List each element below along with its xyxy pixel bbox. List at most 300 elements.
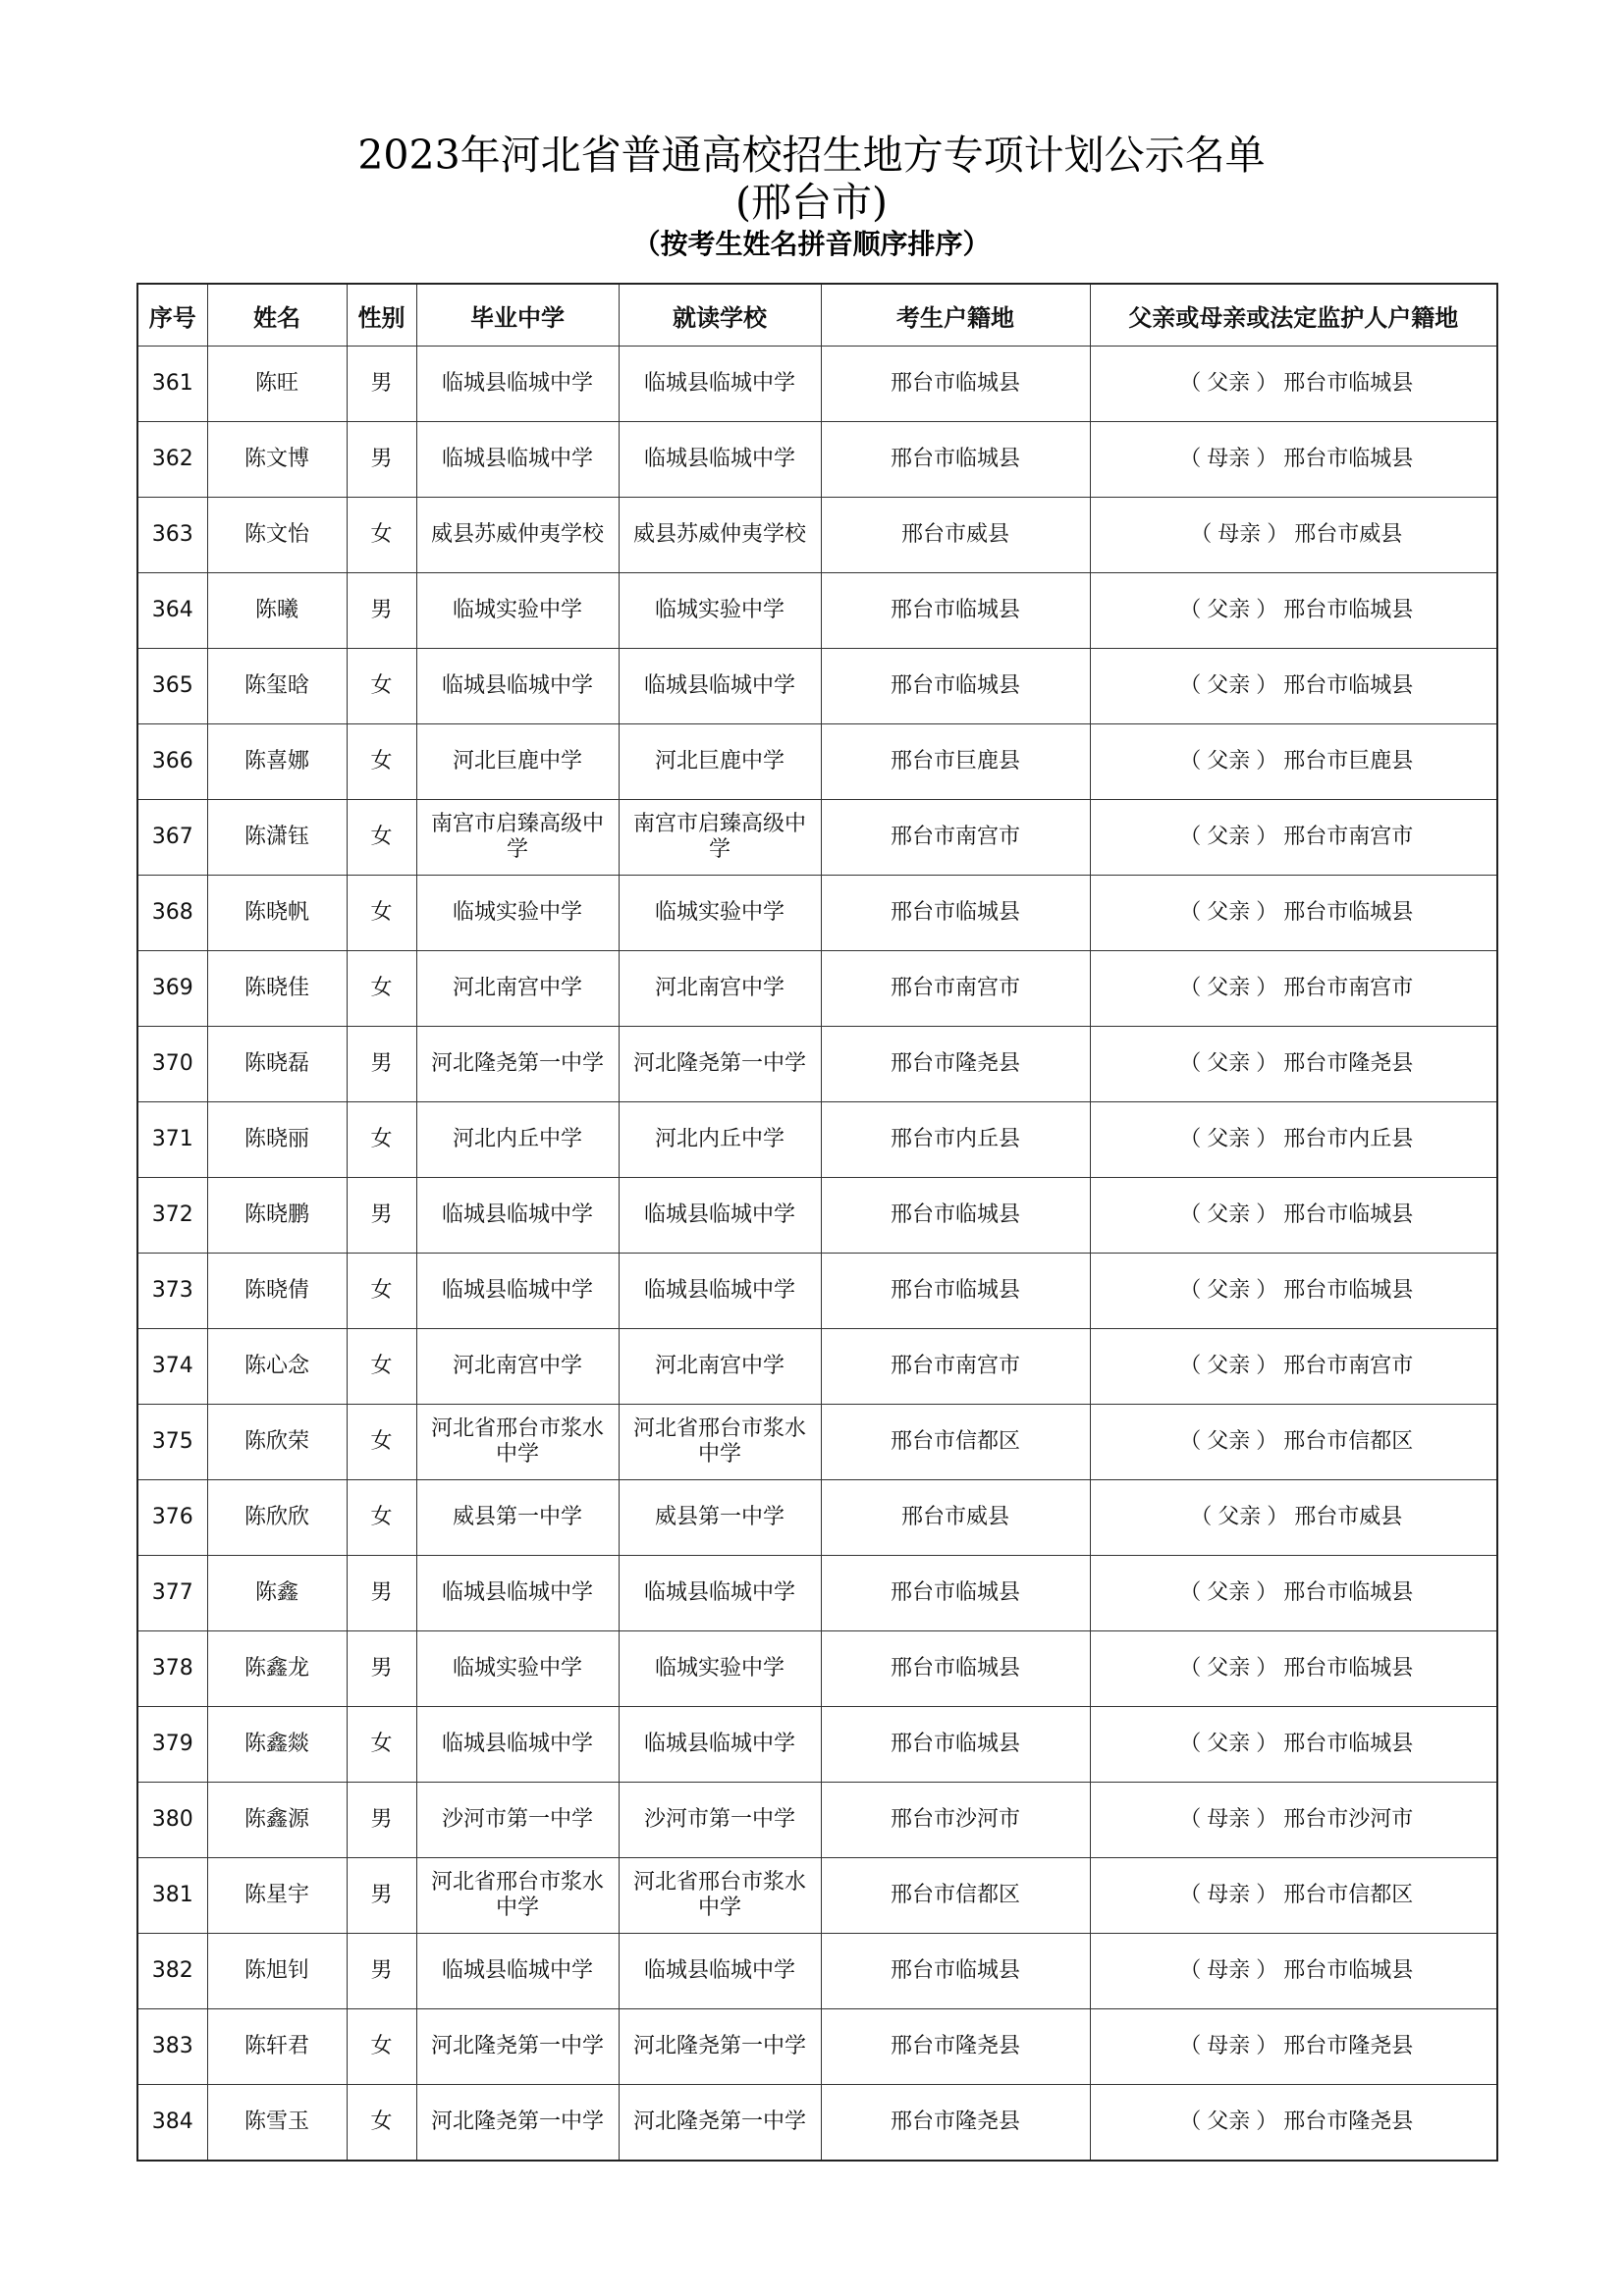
student-name-cell: 陈文怡	[207, 498, 347, 573]
current-school-cell: 河北巨鹿中学	[619, 724, 821, 800]
gender-cell: 男	[347, 1783, 416, 1858]
guardian-hukou-place: 邢台市威县	[1294, 522, 1403, 547]
paren-close: ）	[1256, 2034, 1278, 2058]
current-school-cell: 临城实验中学	[619, 1631, 821, 1707]
paren-close: ）	[1256, 371, 1278, 396]
guardian-hukou-place: 邢台市临城县	[1283, 1580, 1414, 1605]
current-school-cell: 河北南宫中学	[619, 951, 821, 1027]
gender-cell: 男	[347, 1027, 416, 1102]
guardian-hukou-cell	[1090, 1102, 1497, 1178]
guardian-relation: 父亲	[1207, 749, 1251, 774]
guardian-hukou-place: 邢台市临城县	[1283, 371, 1414, 396]
student-name-cell: 陈晓帆	[207, 876, 347, 951]
student-name-cell: 陈晓倩	[207, 1254, 347, 1329]
gender-cell: 男	[347, 1178, 416, 1254]
guardian-hukou-cell	[1090, 2009, 1497, 2085]
gender-cell: 男	[347, 573, 416, 649]
table-row	[137, 1480, 1497, 1556]
student-name-cell: 陈晓磊	[207, 1027, 347, 1102]
graduation-school-cell: 临城县临城中学	[416, 1254, 619, 1329]
current-school-cell: 南宫市启臻高级中学	[619, 800, 821, 876]
graduation-school-cell: 临城县临城中学	[416, 347, 619, 422]
guardian-relation: 父亲	[1207, 673, 1251, 698]
table-row	[137, 1934, 1497, 2009]
paren-close: ）	[1267, 1505, 1289, 1529]
current-school-cell: 河北隆尧第一中学	[619, 2009, 821, 2085]
guardian-hukou-cell	[1090, 1556, 1497, 1631]
student-name-cell: 陈星宇	[207, 1858, 347, 1934]
guardian-hukou-cell	[1090, 1254, 1497, 1329]
student-name-cell: 陈旺	[207, 347, 347, 422]
serial-cell: 373	[137, 1254, 207, 1329]
student-hukou-cell: 邢台市隆尧县	[821, 2009, 1090, 2085]
paren-open: （	[1179, 1958, 1202, 1983]
student-name-cell: 陈欣欣	[207, 1480, 347, 1556]
guardian-relation: 父亲	[1207, 1580, 1251, 1605]
student-name-cell: 陈玺晗	[207, 649, 347, 724]
table-row	[137, 876, 1497, 951]
student-name-cell: 陈晓丽	[207, 1102, 347, 1178]
paren-open: （	[1179, 1807, 1202, 1832]
paren-close: ）	[1256, 1656, 1278, 1681]
table-row	[137, 724, 1497, 800]
student-hukou-cell: 邢台市威县	[821, 498, 1090, 573]
guardian-hukou-cell	[1090, 422, 1497, 498]
table-row	[137, 1783, 1497, 1858]
student-hukou-cell: 邢台市威县	[821, 1480, 1090, 1556]
student-hukou-cell: 邢台市临城县	[821, 1934, 1090, 2009]
table-row	[137, 1631, 1497, 1707]
guardian-relation: 母亲	[1207, 2034, 1251, 2058]
guardian-hukou-place: 邢台市南宫市	[1283, 1354, 1414, 1378]
graduation-school-cell: 河北南宫中学	[416, 951, 619, 1027]
paren-open: （	[1179, 2109, 1202, 2134]
serial-cell: 370	[137, 1027, 207, 1102]
table-row	[137, 1556, 1497, 1631]
guardian-hukou-cell	[1090, 498, 1497, 573]
table-body	[137, 347, 1497, 2162]
paren-open: （	[1179, 1883, 1202, 1907]
guardian-hukou-place: 邢台市隆尧县	[1283, 2109, 1414, 2134]
paren-open: （	[1179, 1429, 1202, 1454]
paren-open: （	[1179, 1580, 1202, 1605]
student-hukou-cell: 邢台市信都区	[821, 1405, 1090, 1480]
gender-cell: 男	[347, 1556, 416, 1631]
paren-open: （	[1179, 371, 1202, 396]
paren-open: （	[1179, 1278, 1202, 1303]
student-hukou-cell: 邢台市临城县	[821, 347, 1090, 422]
guardian-hukou-place: 邢台市临城县	[1283, 447, 1414, 471]
student-hukou-cell: 邢台市临城县	[821, 1556, 1090, 1631]
student-name-cell: 陈鑫	[207, 1556, 347, 1631]
guardian-relation: 父亲	[1207, 1732, 1251, 1756]
paren-close: ）	[1256, 1807, 1278, 1832]
gender-cell: 女	[347, 724, 416, 800]
current-school-cell: 威县第一中学	[619, 1480, 821, 1556]
graduation-school-cell: 威县第一中学	[416, 1480, 619, 1556]
col-header-current-school: 就读学校	[619, 284, 821, 347]
current-school-cell: 临城实验中学	[619, 876, 821, 951]
paren-close: ）	[1256, 1429, 1278, 1454]
paren-open: （	[1179, 825, 1202, 849]
paren-open: （	[1179, 673, 1202, 698]
student-name-cell: 陈鑫源	[207, 1783, 347, 1858]
guardian-hukou-cell	[1090, 1480, 1497, 1556]
paren-open: （	[1179, 1202, 1202, 1227]
graduation-school-cell: 临城县临城中学	[416, 1934, 619, 2009]
paren-open: （	[1179, 598, 1202, 622]
guardian-hukou-cell	[1090, 1178, 1497, 1254]
guardian-hukou-place: 邢台市巨鹿县	[1283, 749, 1414, 774]
paren-close: ）	[1256, 673, 1278, 698]
student-hukou-cell: 邢台市临城县	[821, 1254, 1090, 1329]
graduation-school-cell: 河北隆尧第一中学	[416, 1027, 619, 1102]
current-school-cell: 威县苏威仲夷学校	[619, 498, 821, 573]
serial-cell: 374	[137, 1329, 207, 1405]
guardian-hukou-place: 邢台市内丘县	[1283, 1127, 1414, 1151]
guardian-hukou-place: 邢台市临城县	[1283, 1958, 1414, 1983]
graduation-school-cell: 南宫市启臻高级中学	[416, 800, 619, 876]
guardian-hukou-cell	[1090, 1405, 1497, 1480]
guardian-hukou-cell	[1090, 573, 1497, 649]
gender-cell: 女	[347, 1254, 416, 1329]
current-school-cell: 河北南宫中学	[619, 1329, 821, 1405]
table-row	[137, 1027, 1497, 1102]
gender-cell: 男	[347, 1631, 416, 1707]
student-hukou-cell: 邢台市临城县	[821, 1707, 1090, 1783]
paren-close: ）	[1256, 1354, 1278, 1378]
col-header-graduation-school: 毕业中学	[416, 284, 619, 347]
student-name-cell: 陈晓鹏	[207, 1178, 347, 1254]
guardian-relation: 父亲	[1207, 1278, 1251, 1303]
guardian-hukou-cell	[1090, 1329, 1497, 1405]
student-name-cell: 陈旭钊	[207, 1934, 347, 2009]
gender-cell: 女	[347, 1329, 416, 1405]
guardian-relation: 母亲	[1207, 1883, 1251, 1907]
page-title: 2023年河北省普通高校招生地方专项计划公示名单	[357, 132, 1266, 179]
sort-note: （按考生姓名拼音顺序排序）	[632, 228, 991, 260]
guardian-hukou-place: 邢台市临城县	[1283, 1202, 1414, 1227]
serial-cell: 377	[137, 1556, 207, 1631]
table-row	[137, 1329, 1497, 1405]
graduation-school-cell: 临城实验中学	[416, 573, 619, 649]
graduation-school-cell: 威县苏威仲夷学校	[416, 498, 619, 573]
student-hukou-cell: 邢台市隆尧县	[821, 2085, 1090, 2162]
gender-cell: 男	[347, 347, 416, 422]
guardian-relation: 父亲	[1207, 1354, 1251, 1378]
paren-close: ）	[1256, 900, 1278, 925]
serial-cell: 368	[137, 876, 207, 951]
guardian-hukou-cell	[1090, 1631, 1497, 1707]
serial-cell: 376	[137, 1480, 207, 1556]
gender-cell: 女	[347, 649, 416, 724]
graduation-school-cell: 河北南宫中学	[416, 1329, 619, 1405]
table-row	[137, 1254, 1497, 1329]
table-row	[137, 1178, 1497, 1254]
paren-close: ）	[1256, 1580, 1278, 1605]
gender-cell: 女	[347, 2009, 416, 2085]
graduation-school-cell: 临城县临城中学	[416, 1178, 619, 1254]
graduation-school-cell: 临城实验中学	[416, 876, 619, 951]
guardian-hukou-cell	[1090, 724, 1497, 800]
graduation-school-cell: 临城县临城中学	[416, 1707, 619, 1783]
paren-open: （	[1179, 1051, 1202, 1076]
guardian-relation: 父亲	[1207, 1202, 1251, 1227]
guardian-hukou-place: 邢台市临城县	[1283, 673, 1414, 698]
guardian-relation: 父亲	[1207, 1656, 1251, 1681]
current-school-cell: 临城县临城中学	[619, 1254, 821, 1329]
table-row	[137, 498, 1497, 573]
guardian-relation: 母亲	[1207, 1958, 1251, 1983]
paren-open: （	[1179, 447, 1202, 471]
guardian-hukou-place: 邢台市临城县	[1283, 598, 1414, 622]
table-row	[137, 2085, 1497, 2162]
graduation-school-cell: 河北内丘中学	[416, 1102, 619, 1178]
serial-cell: 367	[137, 800, 207, 876]
paren-close: ）	[1256, 1883, 1278, 1907]
student-hukou-cell: 邢台市临城县	[821, 1631, 1090, 1707]
current-school-cell: 临城县临城中学	[619, 649, 821, 724]
student-name-cell: 陈曦	[207, 573, 347, 649]
guardian-hukou-cell	[1090, 800, 1497, 876]
student-hukou-cell: 邢台市临城县	[821, 422, 1090, 498]
col-header-student-hukou: 考生户籍地	[821, 284, 1090, 347]
student-name-cell: 陈欣荣	[207, 1405, 347, 1480]
region-subtitle: (邢台市)	[735, 179, 888, 226]
student-hukou-cell: 邢台市临城县	[821, 573, 1090, 649]
graduation-school-cell: 沙河市第一中学	[416, 1783, 619, 1858]
student-hukou-cell: 邢台市内丘县	[821, 1102, 1090, 1178]
guardian-hukou-cell	[1090, 347, 1497, 422]
current-school-cell: 河北省邢台市浆水中学	[619, 1405, 821, 1480]
paren-close: ）	[1256, 598, 1278, 622]
gender-cell: 女	[347, 1102, 416, 1178]
guardian-relation: 父亲	[1217, 1505, 1262, 1529]
guardian-relation: 父亲	[1207, 825, 1251, 849]
guardian-hukou-cell	[1090, 649, 1497, 724]
student-name-cell: 陈鑫燚	[207, 1707, 347, 1783]
table-row	[137, 1858, 1497, 1934]
current-school-cell: 河北省邢台市浆水中学	[619, 1858, 821, 1934]
serial-cell: 361	[137, 347, 207, 422]
table-row	[137, 1405, 1497, 1480]
serial-cell: 363	[137, 498, 207, 573]
guardian-hukou-place: 邢台市威县	[1294, 1505, 1403, 1529]
student-hukou-cell: 邢台市信都区	[821, 1858, 1090, 1934]
guardian-hukou-cell	[1090, 2085, 1497, 2162]
gender-cell: 女	[347, 876, 416, 951]
graduation-school-cell: 临城县临城中学	[416, 422, 619, 498]
paren-open: （	[1179, 1732, 1202, 1756]
student-name-cell: 陈轩君	[207, 2009, 347, 2085]
guardian-relation: 父亲	[1207, 1127, 1251, 1151]
student-hukou-cell: 邢台市沙河市	[821, 1783, 1090, 1858]
current-school-cell: 临城县临城中学	[619, 1178, 821, 1254]
guardian-hukou-place: 邢台市隆尧县	[1283, 1051, 1414, 1076]
student-name-cell: 陈晓佳	[207, 951, 347, 1027]
current-school-cell: 河北隆尧第一中学	[619, 2085, 821, 2162]
guardian-hukou-place: 邢台市南宫市	[1283, 976, 1414, 1000]
paren-open: （	[1190, 522, 1213, 547]
serial-cell: 383	[137, 2009, 207, 2085]
student-hukou-cell: 邢台市南宫市	[821, 1329, 1090, 1405]
student-hukou-cell: 邢台市临城县	[821, 876, 1090, 951]
paren-close: ）	[1256, 1732, 1278, 1756]
guardian-relation: 父亲	[1207, 1429, 1251, 1454]
serial-cell: 384	[137, 2085, 207, 2162]
current-school-cell: 沙河市第一中学	[619, 1783, 821, 1858]
guardian-hukou-cell	[1090, 1027, 1497, 1102]
paren-open: （	[1179, 2034, 1202, 2058]
guardian-relation: 母亲	[1207, 1807, 1251, 1832]
current-school-cell: 临城县临城中学	[619, 422, 821, 498]
gender-cell: 女	[347, 1480, 416, 1556]
guardian-hukou-cell	[1090, 1707, 1497, 1783]
table-row	[137, 422, 1497, 498]
serial-cell: 379	[137, 1707, 207, 1783]
table-row	[137, 2009, 1497, 2085]
serial-cell: 372	[137, 1178, 207, 1254]
table-row	[137, 347, 1497, 422]
serial-cell: 364	[137, 573, 207, 649]
student-hukou-cell: 邢台市隆尧县	[821, 1027, 1090, 1102]
gender-cell: 男	[347, 1934, 416, 2009]
serial-cell: 362	[137, 422, 207, 498]
gender-cell: 女	[347, 1405, 416, 1480]
guardian-relation: 父亲	[1207, 598, 1251, 622]
guardian-hukou-place: 邢台市信都区	[1283, 1429, 1414, 1454]
guardian-hukou-cell	[1090, 1934, 1497, 2009]
table-header-row	[137, 284, 1497, 347]
col-header-guardian-hukou: 父亲或母亲或法定监护人户籍地	[1090, 284, 1497, 347]
table-row	[137, 1707, 1497, 1783]
guardian-hukou-place: 邢台市沙河市	[1283, 1807, 1414, 1832]
student-hukou-cell: 邢台市南宫市	[821, 800, 1090, 876]
gender-cell: 女	[347, 1707, 416, 1783]
guardian-hukou-cell	[1090, 951, 1497, 1027]
guardian-hukou-cell	[1090, 1858, 1497, 1934]
guardian-relation: 父亲	[1207, 2109, 1251, 2134]
guardian-hukou-cell	[1090, 1783, 1497, 1858]
serial-cell: 381	[137, 1858, 207, 1934]
serial-cell: 375	[137, 1405, 207, 1480]
student-hukou-cell: 邢台市巨鹿县	[821, 724, 1090, 800]
current-school-cell: 临城实验中学	[619, 573, 821, 649]
paren-open: （	[1179, 1354, 1202, 1378]
paren-close: ）	[1267, 522, 1289, 547]
table-row	[137, 573, 1497, 649]
paren-open: （	[1179, 900, 1202, 925]
guardian-hukou-cell	[1090, 876, 1497, 951]
current-school-cell: 河北内丘中学	[619, 1102, 821, 1178]
gender-cell: 女	[347, 498, 416, 573]
paren-open: （	[1190, 1505, 1213, 1529]
guardian-relation: 母亲	[1217, 522, 1262, 547]
guardian-hukou-place: 邢台市隆尧县	[1283, 2034, 1414, 2058]
table-row	[137, 1102, 1497, 1178]
graduation-school-cell: 临城实验中学	[416, 1631, 619, 1707]
student-name-cell: 陈文博	[207, 422, 347, 498]
student-name-cell: 陈潇钰	[207, 800, 347, 876]
guardian-hukou-place: 邢台市信都区	[1283, 1883, 1414, 1907]
table-row	[137, 800, 1497, 876]
student-name-cell: 陈鑫龙	[207, 1631, 347, 1707]
guardian-relation: 父亲	[1207, 900, 1251, 925]
paren-open: （	[1179, 1656, 1202, 1681]
gender-cell: 男	[347, 1858, 416, 1934]
current-school-cell: 临城县临城中学	[619, 347, 821, 422]
guardian-hukou-place: 邢台市临城县	[1283, 900, 1414, 925]
paren-close: ）	[1256, 1051, 1278, 1076]
paren-close: ）	[1256, 976, 1278, 1000]
paren-open: （	[1179, 976, 1202, 1000]
serial-cell: 366	[137, 724, 207, 800]
guardian-hukou-place: 邢台市南宫市	[1283, 825, 1414, 849]
col-header-serial: 序号	[137, 284, 207, 347]
student-name-cell: 陈雪玉	[207, 2085, 347, 2162]
graduation-school-cell: 河北隆尧第一中学	[416, 2085, 619, 2162]
serial-cell: 371	[137, 1102, 207, 1178]
table-row	[137, 951, 1497, 1027]
serial-cell: 369	[137, 951, 207, 1027]
admission-list-table	[136, 283, 1498, 2162]
serial-cell: 380	[137, 1783, 207, 1858]
guardian-relation: 父亲	[1207, 1051, 1251, 1076]
paren-close: ）	[1256, 749, 1278, 774]
paren-close: ）	[1256, 447, 1278, 471]
guardian-hukou-place: 邢台市临城县	[1283, 1656, 1414, 1681]
paren-close: ）	[1256, 1278, 1278, 1303]
student-name-cell: 陈心念	[207, 1329, 347, 1405]
paren-close: ）	[1256, 1958, 1278, 1983]
serial-cell: 382	[137, 1934, 207, 2009]
paren-open: （	[1179, 1127, 1202, 1151]
paren-close: ）	[1256, 1127, 1278, 1151]
gender-cell: 女	[347, 800, 416, 876]
graduation-school-cell: 河北省邢台市浆水中学	[416, 1858, 619, 1934]
student-hukou-cell: 邢台市南宫市	[821, 951, 1090, 1027]
guardian-hukou-place: 邢台市临城县	[1283, 1278, 1414, 1303]
gender-cell: 女	[347, 951, 416, 1027]
graduation-school-cell: 河北隆尧第一中学	[416, 2009, 619, 2085]
paren-close: ）	[1256, 1202, 1278, 1227]
student-hukou-cell: 邢台市临城县	[821, 649, 1090, 724]
graduation-school-cell: 临城县临城中学	[416, 1556, 619, 1631]
guardian-relation: 父亲	[1207, 371, 1251, 396]
guardian-relation: 母亲	[1207, 447, 1251, 471]
paren-close: ）	[1256, 2109, 1278, 2134]
gender-cell: 女	[347, 2085, 416, 2162]
guardian-hukou-place: 邢台市临城县	[1283, 1732, 1414, 1756]
col-header-name: 姓名	[207, 284, 347, 347]
current-school-cell: 临城县临城中学	[619, 1556, 821, 1631]
table-row	[137, 649, 1497, 724]
graduation-school-cell: 临城县临城中学	[416, 649, 619, 724]
guardian-relation: 父亲	[1207, 976, 1251, 1000]
student-hukou-cell: 邢台市临城县	[821, 1178, 1090, 1254]
paren-close: ）	[1256, 825, 1278, 849]
student-name-cell: 陈喜娜	[207, 724, 347, 800]
current-school-cell: 临城县临城中学	[619, 1707, 821, 1783]
current-school-cell: 临城县临城中学	[619, 1934, 821, 2009]
serial-cell: 378	[137, 1631, 207, 1707]
paren-open: （	[1179, 749, 1202, 774]
col-header-gender: 性别	[347, 284, 416, 347]
serial-cell: 365	[137, 649, 207, 724]
graduation-school-cell: 河北省邢台市浆水中学	[416, 1405, 619, 1480]
gender-cell: 男	[347, 422, 416, 498]
graduation-school-cell: 河北巨鹿中学	[416, 724, 619, 800]
